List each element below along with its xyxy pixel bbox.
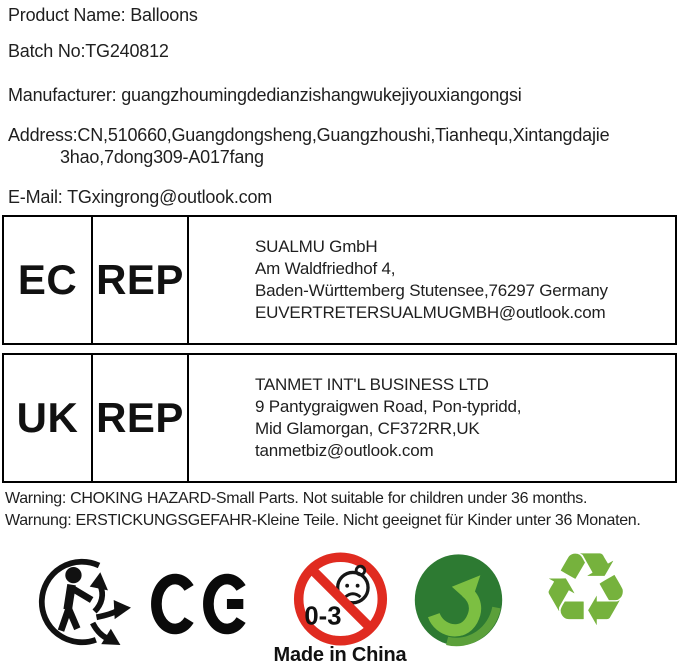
triman-recycling-icon bbox=[36, 554, 132, 646]
uk-rep-code-rep: REP bbox=[93, 355, 189, 481]
address-line-2: 3hao,7dong309-A017fang bbox=[60, 147, 264, 167]
address-line-1: Address:CN,510660,Guangdongsheng,Guangzhoushi,Tianhequ,Xintangdajie bbox=[8, 125, 610, 145]
uk-rep-email: tanmetbiz@outlook.com bbox=[255, 441, 434, 460]
ec-rep-address bbox=[189, 217, 675, 343]
ec-rep-box bbox=[2, 215, 677, 345]
warning-english: Warning: CHOKING HAZARD-Small Parts. Not suitable for children under 36 months. bbox=[5, 490, 588, 507]
ec-rep-email: EUVERTRETERSUALMUGMBH@outlook.com bbox=[255, 303, 606, 322]
uk-rep-street: 9 Pantygraigwen Road, Pon-typridd, bbox=[255, 397, 522, 416]
uk-rep-box bbox=[2, 353, 677, 483]
age-range-label: 0-3 bbox=[304, 602, 342, 631]
recycling-symbol-icon: ♻ bbox=[540, 531, 632, 650]
uk-rep-city: Mid Glamorgan, CF372RR,UK bbox=[255, 419, 480, 438]
product-name-line: Product Name: Balloons bbox=[8, 5, 198, 25]
manufacturer-line: Manufacturer: guangzhoumingdedianzishangwukejiyouxiangongsi bbox=[8, 85, 522, 105]
green-dot-icon bbox=[411, 552, 506, 648]
age-warning-0-3-icon bbox=[293, 551, 388, 647]
ec-rep-street: Am Waldfriedhof 4, bbox=[255, 259, 396, 278]
ec-rep-company: SUALMU GmbH bbox=[255, 237, 378, 256]
uk-rep-address bbox=[189, 355, 675, 481]
uk-rep-code-uk: UK bbox=[4, 355, 93, 481]
ec-rep-code-ec: EC bbox=[4, 217, 93, 343]
email-line: E-Mail: TGxingrong@outlook.com bbox=[8, 187, 273, 207]
made-in-china-label: Made in China bbox=[273, 644, 407, 666]
ec-rep-city: Baden-Württemberg Stutensee,76297 Germany bbox=[255, 281, 608, 300]
warning-german: Warnung: ERSTICKUNGSGEFAHR-Kleine Teile. Nicht geeignet für Kinder unter 36 Monaten. bbox=[5, 512, 641, 529]
ce-mark-icon bbox=[150, 562, 254, 646]
batch-no-line: Batch No:TG240812 bbox=[8, 41, 169, 61]
uk-rep-company: TANMET INT'L BUSINESS LTD bbox=[255, 375, 489, 394]
ec-rep-code-rep: REP bbox=[93, 217, 189, 343]
